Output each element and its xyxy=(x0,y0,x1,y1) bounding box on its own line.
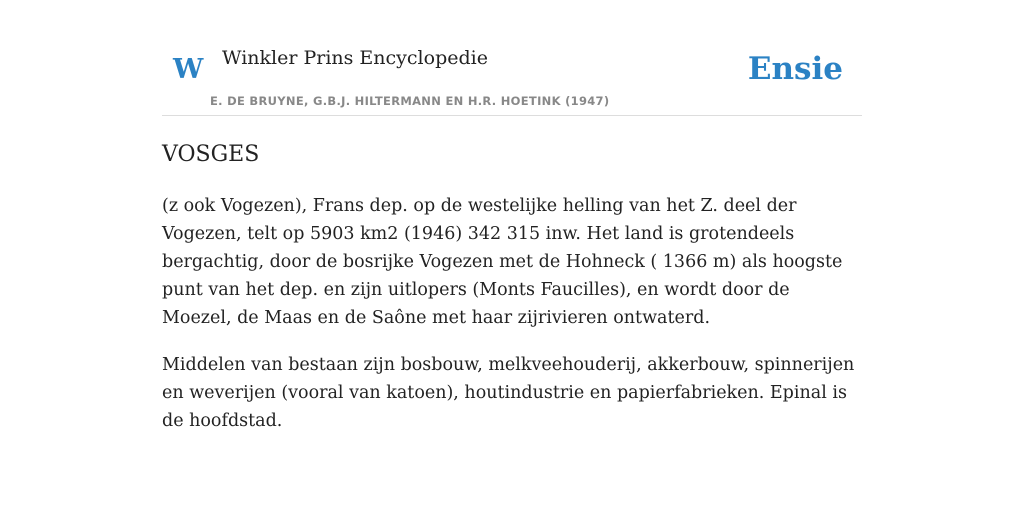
entry-title: VOSGES xyxy=(162,142,260,167)
entry-body xyxy=(162,192,862,454)
publication-header xyxy=(162,0,862,116)
publication-logo[interactable]: W xyxy=(173,54,204,85)
publication-title[interactable]: Winkler Prins Encyclopedie xyxy=(222,47,488,69)
entry-paragraph: Middelen van bestaan zijn bosbouw, melkveehouderij, akkerbouw, spinnerijen en weverijen (vooral van katoen), houtindustrie en papierfabrieken. Epinal is de hoofdstad. xyxy=(162,355,855,431)
page-container xyxy=(162,0,862,431)
ensie-brand-link[interactable]: Ensie xyxy=(747,51,843,87)
entry-paragraph: (z ook Vogezen), Frans dep. op de westelijke helling van het Z. deel der Vogezen, telt op 5903 km2 (1946) 342 315 inw. Het land is grotendeels bergachtig, door de bosrijke Vogezen met de Hohneck ( 1366 m) als hoogste punt van het dep. en zijn uitlopers (Monts Faucilles), en wordt door de Moezel, de Maas en de Saône met haar zijrivieren ontwaterd. xyxy=(162,196,843,328)
publication-authors: E. DE BRUYNE, G.B.J. HILTERMANN EN H.R. HOETINK (1947) xyxy=(210,94,610,108)
